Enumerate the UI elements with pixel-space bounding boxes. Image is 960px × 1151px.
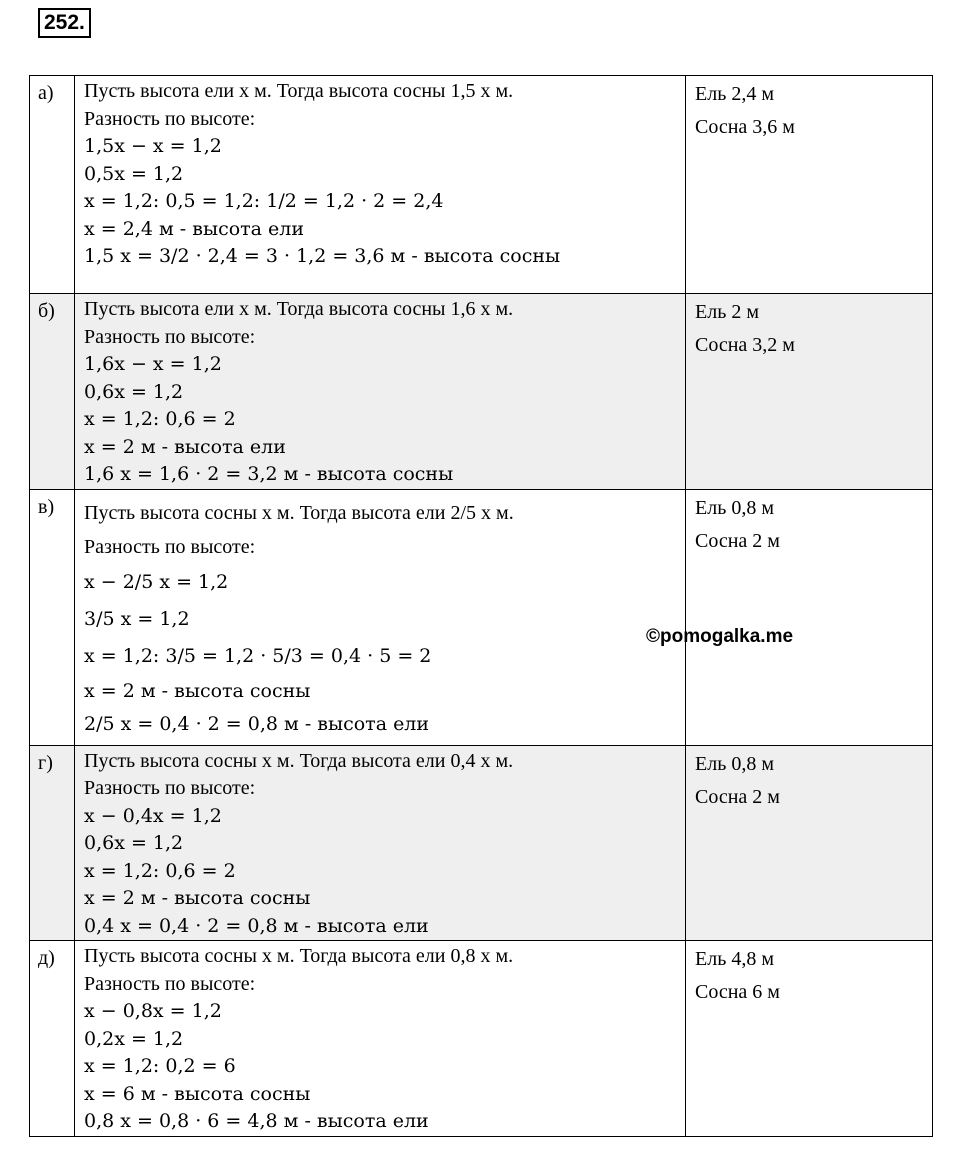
problem-number: 252.	[38, 8, 91, 38]
answer-line: Сосна 3,2 м	[695, 334, 795, 356]
solution-line: 1,5x − x = 1,2	[84, 135, 222, 157]
solution-line: 0,6x = 1,2	[84, 380, 184, 403]
solution-line: Разность по высоте:	[84, 107, 256, 130]
solution-row-d	[30, 941, 933, 1137]
solution-line: x − 2/5 x = 1,2	[84, 570, 229, 593]
solutions-table	[29, 75, 933, 1137]
solution-work	[75, 745, 686, 941]
row-letter: б)	[30, 294, 75, 490]
solution-row-b	[30, 294, 933, 490]
solution-line: x = 2 м - высота ели	[84, 435, 286, 458]
solution-line: x = 2 м - высота сосны	[84, 679, 311, 702]
watermark: ©pomogalka.me	[646, 626, 794, 647]
solution-line: 0,6x = 1,2	[84, 832, 184, 854]
answer-line: Сосна 3,6 м	[695, 116, 795, 138]
solution-line: x − 0,8x = 1,2	[84, 1000, 222, 1022]
solution-line: x = 2 м - высота сосны	[84, 887, 311, 909]
solution-line: 0,8 x = 0,8 · 6 = 4,8 м - высота ели	[84, 1110, 429, 1132]
answer-cell	[686, 745, 933, 941]
solution-work	[75, 76, 686, 294]
solution-line: 0,4 x = 0,4 · 2 = 0,8 м - высота ели	[84, 914, 429, 937]
solution-line: x = 1,2: 0,5 = 1,2: 1/2 = 1,2 · 2 = 2,4	[84, 190, 444, 212]
solution-line: 1,6 x = 1,6 · 2 = 3,2 м - высота сосны	[84, 463, 454, 485]
solution-line: Разность по высоте:	[84, 972, 256, 995]
solution-line: 1,6x − x = 1,2	[84, 353, 222, 375]
answer-cell	[686, 294, 933, 490]
solution-line: x = 1,2: 0,6 = 2	[84, 408, 236, 430]
solution-line: x = 1,2: 0,6 = 2	[84, 859, 236, 882]
solution-row-v	[30, 489, 933, 745]
solution-row-g	[30, 745, 933, 941]
solution-line: Пусть высота сосны x м. Тогда высота ели 2/5 x м.	[84, 501, 514, 524]
solution-work	[75, 294, 686, 490]
answer-cell	[686, 76, 933, 294]
answer-line: Ель 2 м	[695, 301, 759, 323]
solution-line: 3/5 x = 1,2	[84, 607, 190, 630]
solution-line: Разность по высоте:	[84, 777, 256, 799]
solution-line: Пусть высота сосны x м. Тогда высота ели 0,4 x м.	[84, 749, 514, 772]
answer-line: Ель 4,8 м	[695, 948, 774, 970]
solution-line: Пусть высота ели x м. Тогда высота сосны 1,6 x м.	[84, 298, 514, 320]
solution-work	[75, 489, 686, 745]
solution-line: x = 6 м - высота сосны	[84, 1082, 311, 1105]
answer-line: Ель 0,8 м	[695, 752, 774, 775]
answer-line: Сосна 6 м	[695, 981, 780, 1003]
answer-cell	[686, 941, 933, 1137]
answer-line: Сосна 2 м	[695, 785, 780, 808]
row-letter: г)	[30, 745, 75, 941]
solution-line: x = 2,4 м - высота ели	[84, 217, 305, 240]
answer-line: Ель 2,4 м	[695, 83, 774, 105]
solution-line: 0,5x = 1,2	[84, 162, 184, 185]
solution-line: x = 1,2: 0,2 = 6	[84, 1055, 236, 1077]
answer-line: Ель 0,8 м	[695, 496, 774, 519]
solution-line: 0,2x = 1,2	[84, 1027, 184, 1050]
solution-line: 1,5 x = 3/2 · 2,4 = 3 · 1,2 = 3,6 м - высота сосны	[84, 245, 561, 267]
row-letter: в)	[30, 489, 75, 745]
answer-cell	[686, 489, 933, 745]
solution-line: Пусть высота сосны x м. Тогда высота ели 0,8 x м.	[84, 945, 514, 967]
solution-line: x − 0,4x = 1,2	[84, 804, 222, 827]
solution-row-a	[30, 76, 933, 294]
answer-line: Сосна 2 м	[695, 529, 780, 552]
solution-line: Разность по высоте:	[84, 535, 256, 558]
row-letter: а)	[30, 76, 75, 294]
solution-line: 2/5 x = 0,4 · 2 = 0,8 м - высота ели	[84, 712, 430, 735]
solution-line: Пусть высота ели x м. Тогда высота сосны 1,5 x м.	[84, 80, 514, 102]
solution-work	[75, 941, 686, 1137]
row-letter: д)	[30, 941, 75, 1137]
solution-line: x = 1,2: 3/5 = 1,2 · 5/3 = 0,4 · 5 = 2	[84, 644, 432, 667]
solution-line: Разность по высоте:	[84, 325, 256, 348]
